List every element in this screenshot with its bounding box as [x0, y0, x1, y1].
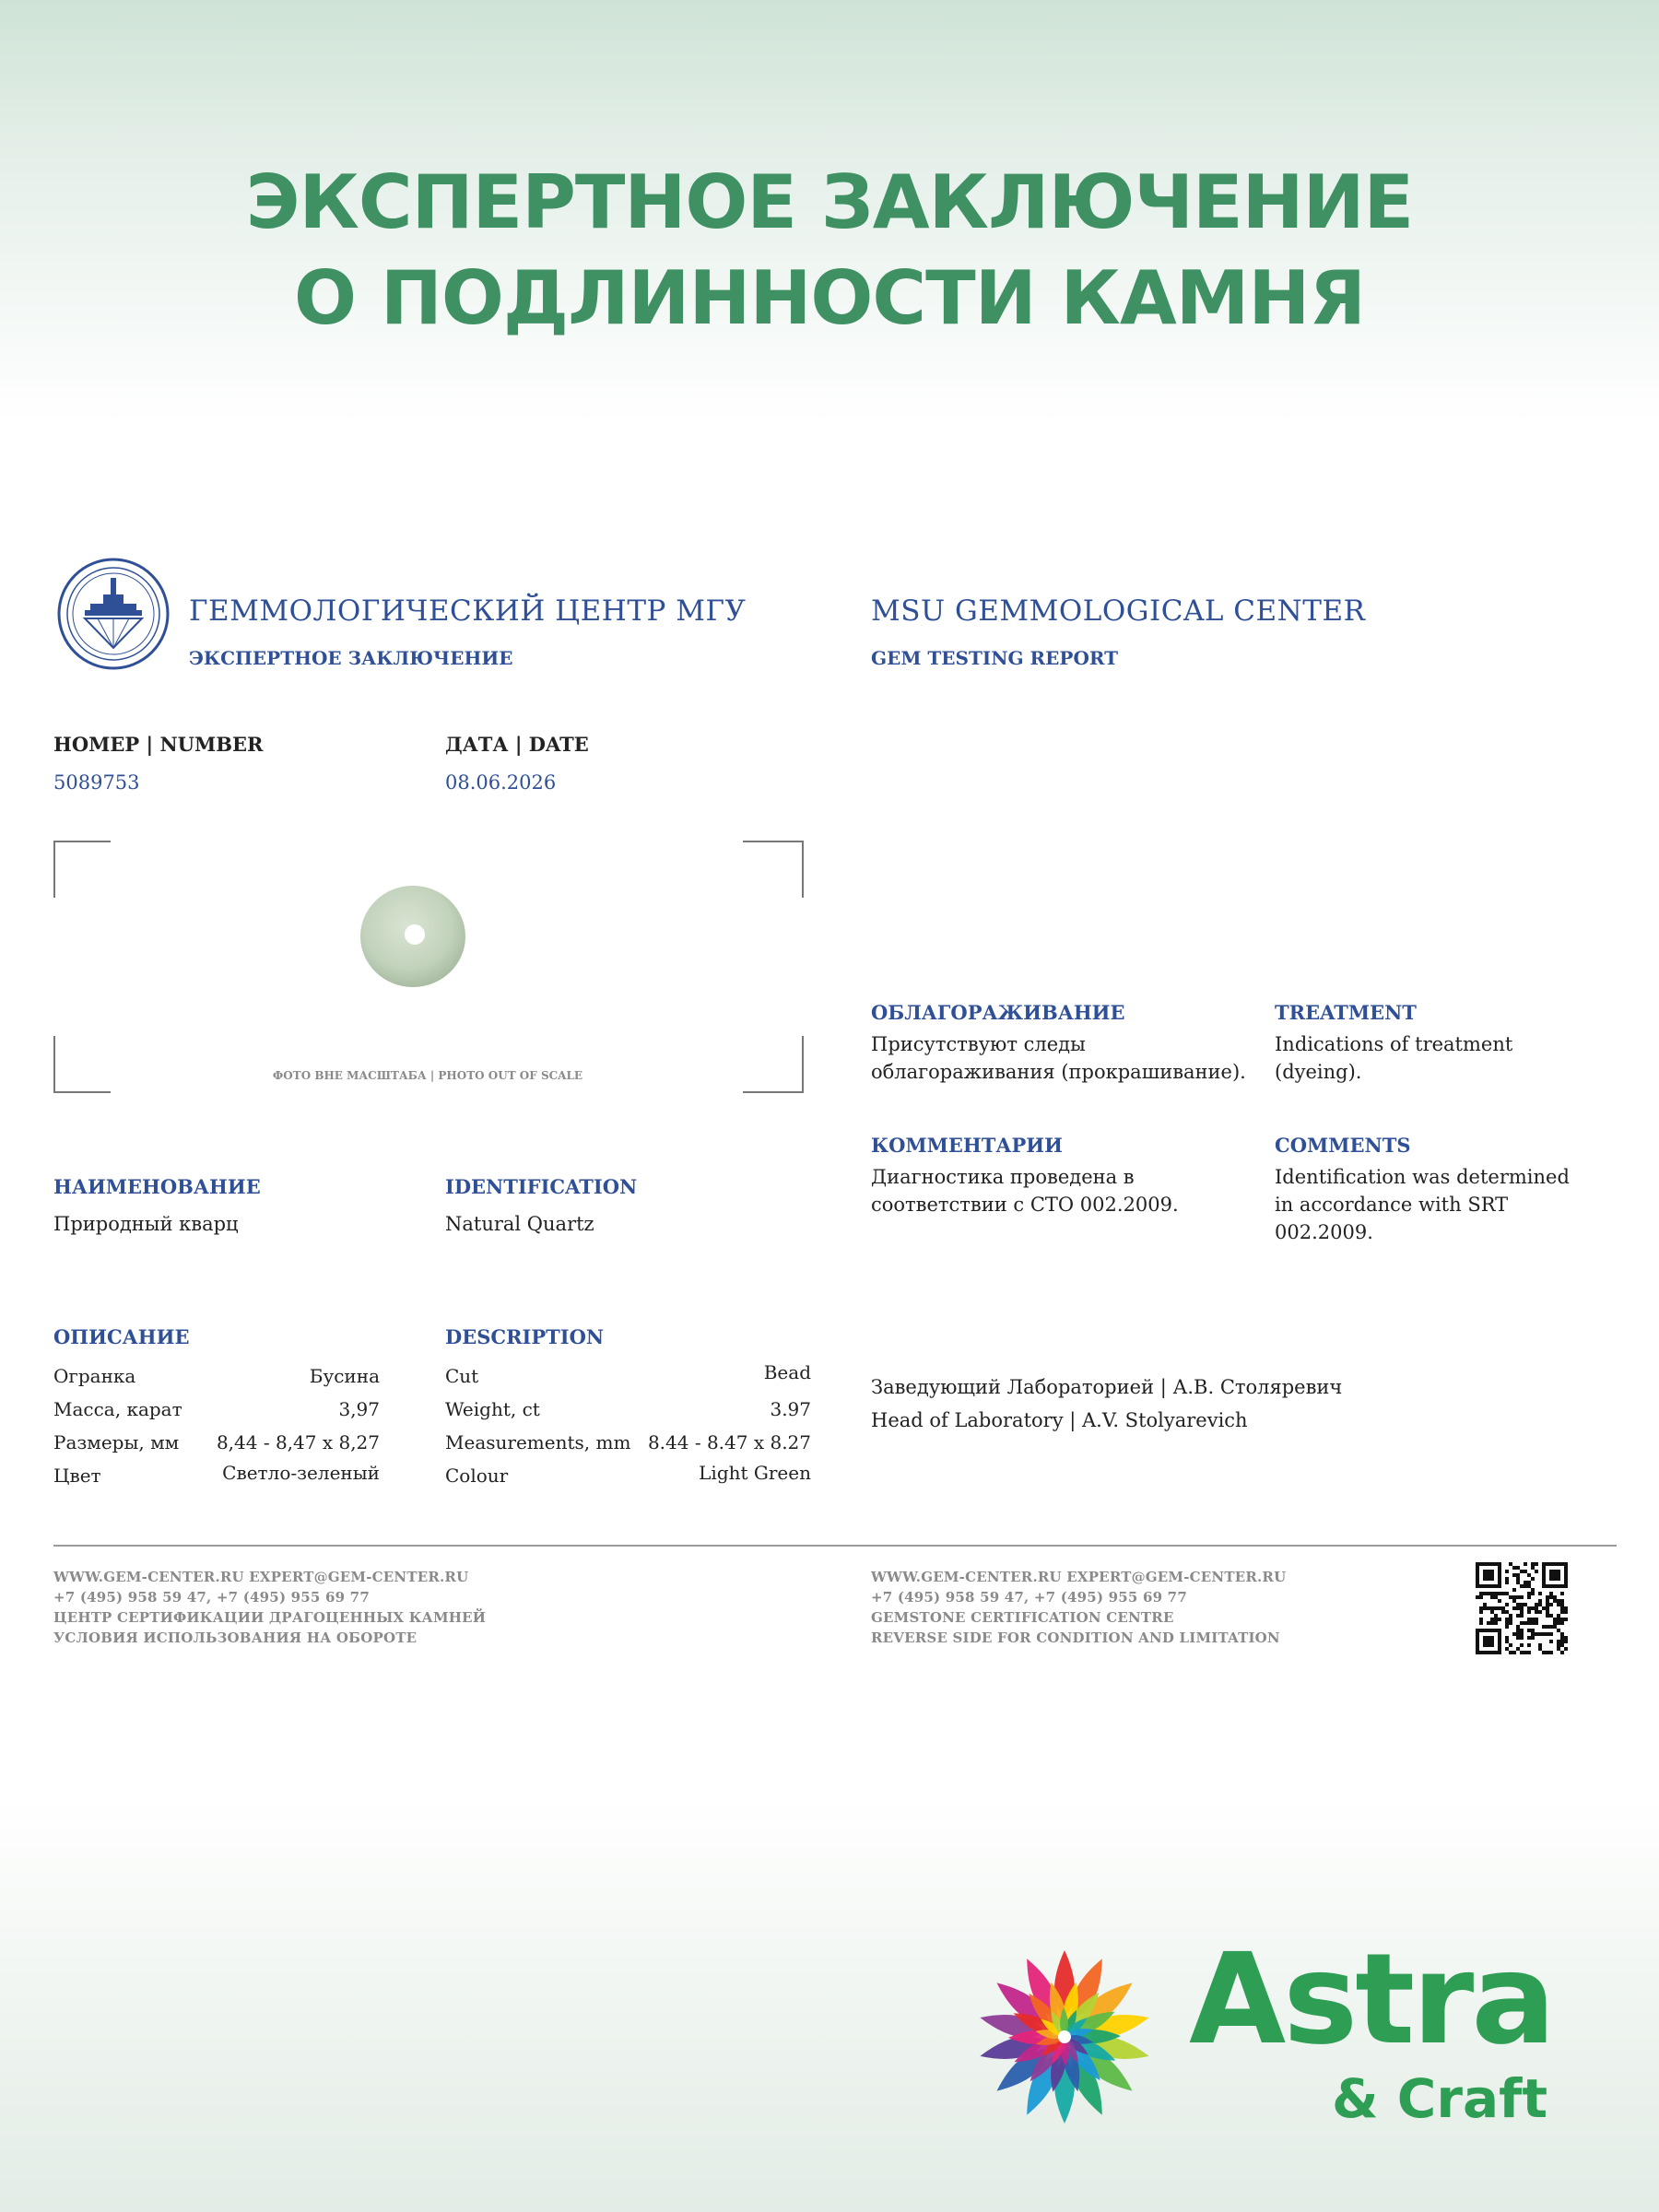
stone-photo: [358, 883, 468, 990]
description-label-en: DESCRIPTION: [445, 1325, 605, 1348]
comments-label-en: COMMENTS: [1275, 1134, 1411, 1157]
report-title-ru: ЭКСПЕРТНОЕ ЗАКЛЮЧЕНИЕ: [189, 647, 513, 669]
signature-ru: Заведующий Лабораторией | А.В. Столяревич: [871, 1376, 1343, 1398]
footer-terms-line: УСЛОВИЯ ИСПОЛЬЗОВАНИЯ НА ОБОРОТЕ: [53, 1630, 418, 1646]
qr-code[interactable]: [1476, 1562, 1568, 1654]
photo-frame-corner: [743, 841, 804, 898]
center-name-ru: ГЕММОЛОГИЧЕСКИЙ ЦЕНТР МГУ: [189, 594, 747, 628]
footer-phone-line: +7 (495) 958 59 47, +7 (495) 955 69 77: [53, 1589, 370, 1606]
number-value: 5089753: [53, 771, 140, 794]
identification-value-ru: Природный кварц: [53, 1213, 239, 1235]
brand-name: Astra: [1189, 1927, 1554, 2073]
photo-frame-corner: [743, 1036, 804, 1093]
footer-divider: [53, 1545, 1617, 1547]
comments-text-en: [1275, 1163, 1570, 1246]
center-name-en: MSU GEMMOLOGICAL CENTER: [871, 594, 1366, 628]
treatment-text-ru: [871, 1030, 1246, 1086]
comments-text-ru: [871, 1163, 1179, 1218]
footer-right: [871, 1567, 1286, 1648]
desc-en-weight-value: 3.97: [770, 1398, 811, 1420]
report-title-en: GEM TESTING REPORT: [871, 647, 1119, 669]
desc-ru-cut-value: Бусина: [309, 1365, 380, 1387]
treatment-text-en: [1275, 1030, 1512, 1086]
photo-frame-corner: [53, 841, 111, 898]
comments-text-en-line: Identification was determined: [1275, 1166, 1570, 1188]
desc-ru-weight-key: Масса, карат: [53, 1398, 182, 1420]
footer-contacts-line: WWW.GEM-CENTER.RU EXPERT@GEM-CENTER.RU: [871, 1569, 1287, 1585]
desc-en-weight-key: Weight, ct: [445, 1398, 540, 1420]
desc-ru-size-value: 8,44 - 8,47 x 8,27: [216, 1431, 380, 1453]
desc-ru-size-key: Размеры, мм: [53, 1431, 180, 1453]
desc-en-size-key: Measurements, mm: [445, 1431, 631, 1453]
treatment-text-en-line: (dyeing).: [1275, 1061, 1362, 1083]
treatment-label-en: TREATMENT: [1275, 1001, 1417, 1024]
desc-ru-weight-value: 3,97: [338, 1398, 380, 1420]
treatment-label-ru: ОБЛАГОРАЖИВАНИЕ: [871, 1001, 1125, 1024]
number-label: НОМЕР | NUMBER: [53, 733, 264, 756]
date-value: 08.06.2026: [445, 771, 557, 794]
desc-en-size-value: 8.44 - 8.47 x 8.27: [647, 1431, 811, 1453]
desc-en-colour-key: Colour: [445, 1465, 509, 1487]
desc-en-cut-key: Cut: [445, 1365, 479, 1387]
desc-ru-colour-key: Цвет: [53, 1465, 101, 1487]
treatment-text-ru-line: Присутствуют следы: [871, 1033, 1086, 1055]
brand-sub: & Craft: [1332, 2067, 1548, 2130]
msu-seal-logo: [57, 558, 170, 670]
comments-text-en-line: in accordance with SRT: [1275, 1194, 1509, 1216]
identification-value-en: Natural Quartz: [445, 1213, 594, 1235]
comments-label-ru: КОММЕНТАРИИ: [871, 1134, 1063, 1157]
date-label: ДАТА | DATE: [445, 733, 589, 756]
footer-org-line: GEMSTONE CERTIFICATION CENTRE: [871, 1609, 1174, 1626]
desc-en-cut-value: Bead: [763, 1361, 811, 1383]
photo-caption: ФОТО ВНЕ МАСШТАБА | PHOTO OUT OF SCALE: [272, 1069, 583, 1082]
astra-flower-logo: [954, 1926, 1175, 2147]
desc-ru-colour-value: Светло-зеленый: [222, 1462, 380, 1484]
footer-terms-line: REVERSE SIDE FOR CONDITION AND LIMITATION: [871, 1630, 1280, 1646]
headline-line-1: ЭКСПЕРТНОЕ ЗАКЛЮЧЕНИЕ: [245, 159, 1414, 245]
identification-label-en: IDENTIFICATION: [445, 1175, 638, 1198]
comments-text-ru-line: Диагностика проведена в: [871, 1166, 1135, 1188]
treatment-text-ru-line: облагораживания (прокрашивание).: [871, 1061, 1246, 1083]
treatment-text-en-line: Indications of treatment: [1275, 1033, 1513, 1055]
comments-text-ru-line: соответствии с СТО 002.2009.: [871, 1194, 1179, 1216]
signature-en: Head of Laboratory | A.V. Stolyarevich: [871, 1409, 1248, 1431]
headline-line-2: О ПОДЛИННОСТИ КАМНЯ: [294, 255, 1365, 341]
footer-left: [53, 1567, 486, 1648]
comments-text-en-line: 002.2009.: [1275, 1221, 1373, 1243]
photo-frame-corner: [53, 1036, 111, 1093]
footer-org-line: ЦЕНТР СЕРТИФИКАЦИИ ДРАГОЦЕННЫХ КАМНЕЙ: [53, 1609, 487, 1626]
description-label-ru: ОПИСАНИЕ: [53, 1325, 190, 1348]
footer-contacts-line: WWW.GEM-CENTER.RU EXPERT@GEM-CENTER.RU: [53, 1569, 469, 1585]
footer-phone-line: +7 (495) 958 59 47, +7 (495) 955 69 77: [871, 1589, 1187, 1606]
identification-label-ru: НАИМЕНОВАНИЕ: [53, 1175, 261, 1198]
desc-en-colour-value: Light Green: [699, 1462, 811, 1484]
desc-ru-cut-key: Огранка: [53, 1365, 136, 1387]
page-headline: [0, 155, 1659, 347]
